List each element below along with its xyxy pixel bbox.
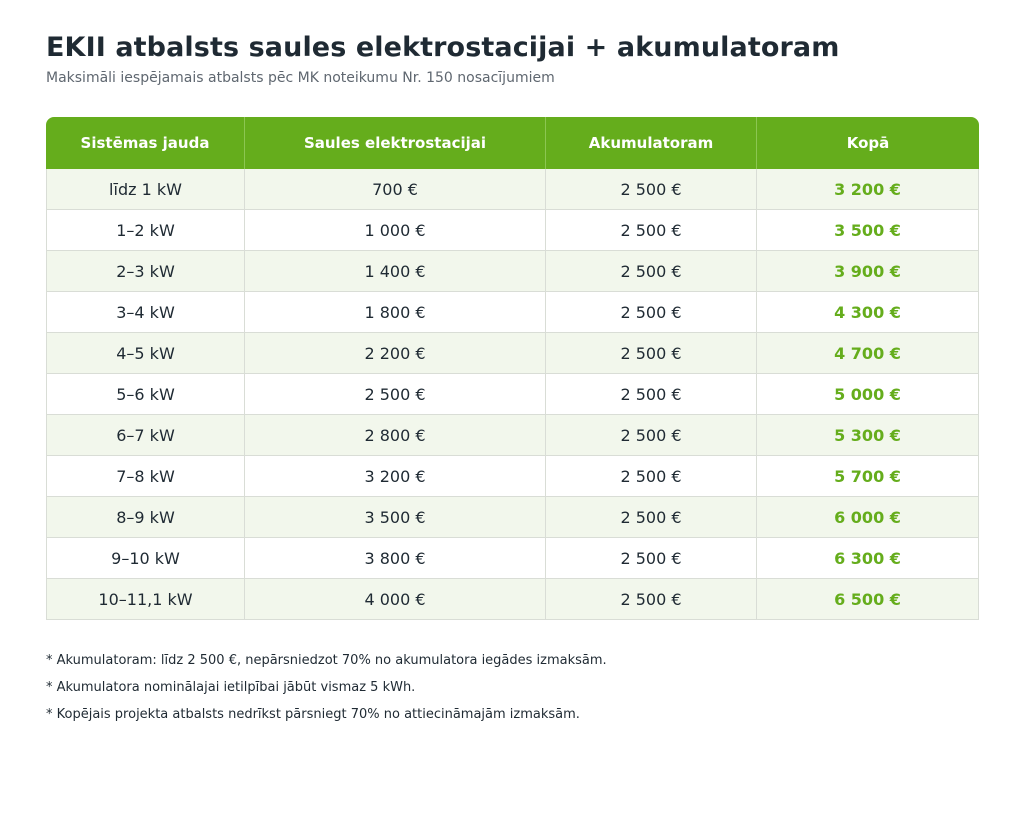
cell-total: 3 200 € <box>757 169 979 210</box>
cell-total: 3 900 € <box>757 251 979 292</box>
cell-solar: 1 800 € <box>245 292 546 333</box>
cell-power: 1–2 kW <box>46 210 245 251</box>
cell-solar: 700 € <box>245 169 546 210</box>
cell-total: 5 000 € <box>757 374 979 415</box>
column-header-solar: Saules elektrostacijai <box>245 117 546 169</box>
table-row <box>46 292 979 333</box>
cell-total: 4 700 € <box>757 333 979 374</box>
column-header-power: Sistēmas jauda <box>46 117 245 169</box>
cell-total: 4 300 € <box>757 292 979 333</box>
cell-total: 3 500 € <box>757 210 979 251</box>
table-row <box>46 374 979 415</box>
cell-solar: 1 400 € <box>245 251 546 292</box>
cell-solar: 2 200 € <box>245 333 546 374</box>
cell-battery: 2 500 € <box>546 456 757 497</box>
cell-power: līdz 1 kW <box>46 169 245 210</box>
page-title: EKII atbalsts saules elektrostacijai + akumulatoram <box>46 32 840 63</box>
table-row <box>46 169 979 210</box>
cell-battery: 2 500 € <box>546 538 757 579</box>
table-body <box>46 169 979 620</box>
table-row <box>46 415 979 456</box>
cell-power: 4–5 kW <box>46 333 245 374</box>
cell-battery: 2 500 € <box>546 579 757 620</box>
cell-power: 7–8 kW <box>46 456 245 497</box>
cell-solar: 3 800 € <box>245 538 546 579</box>
table-header-row <box>46 117 979 169</box>
footnote: * Akumulatoram: līdz 2 500 €, nepārsniedzot 70% no akumulatora iegādes izmaksām. <box>46 653 607 668</box>
cell-solar: 1 000 € <box>245 210 546 251</box>
cell-battery: 2 500 € <box>546 415 757 456</box>
table-row <box>46 579 979 620</box>
column-header-total: Kopā <box>757 117 979 169</box>
cell-power: 8–9 kW <box>46 497 245 538</box>
table-row <box>46 497 979 538</box>
cell-total: 5 700 € <box>757 456 979 497</box>
cell-total: 6 500 € <box>757 579 979 620</box>
cell-power: 5–6 kW <box>46 374 245 415</box>
table-header <box>46 117 979 169</box>
cell-power: 6–7 kW <box>46 415 245 456</box>
cell-total: 6 300 € <box>757 538 979 579</box>
cell-power: 2–3 kW <box>46 251 245 292</box>
cell-total: 5 300 € <box>757 415 979 456</box>
cell-power: 9–10 kW <box>46 538 245 579</box>
table-row <box>46 333 979 374</box>
footnotes <box>46 647 979 728</box>
table-row <box>46 538 979 579</box>
cell-battery: 2 500 € <box>546 251 757 292</box>
footnote: * Akumulatora nominālajai ietilpībai jābūt vismaz 5 kWh. <box>46 680 416 695</box>
table-row <box>46 456 979 497</box>
cell-power: 3–4 kW <box>46 292 245 333</box>
table-row <box>46 210 979 251</box>
cell-solar: 2 800 € <box>245 415 546 456</box>
document-page <box>46 30 979 728</box>
support-table <box>46 117 979 620</box>
cell-power: 10–11,1 kW <box>46 579 245 620</box>
footnote: * Kopējais projekta atbalsts nedrīkst pārsniegt 70% no attiecināmajām izmaksām. <box>46 707 580 722</box>
cell-solar: 4 000 € <box>245 579 546 620</box>
cell-battery: 2 500 € <box>546 497 757 538</box>
cell-battery: 2 500 € <box>546 374 757 415</box>
column-header-battery: Akumulatoram <box>546 117 757 169</box>
cell-battery: 2 500 € <box>546 210 757 251</box>
support-table-container <box>46 117 979 620</box>
cell-solar: 2 500 € <box>245 374 546 415</box>
cell-battery: 2 500 € <box>546 333 757 374</box>
cell-battery: 2 500 € <box>546 169 757 210</box>
cell-solar: 3 200 € <box>245 456 546 497</box>
cell-solar: 3 500 € <box>245 497 546 538</box>
page-subtitle: Maksimāli iespējamais atbalsts pēc MK noteikumu Nr. 150 nosacījumiem <box>46 70 555 86</box>
table-row <box>46 251 979 292</box>
cell-total: 6 000 € <box>757 497 979 538</box>
cell-battery: 2 500 € <box>546 292 757 333</box>
